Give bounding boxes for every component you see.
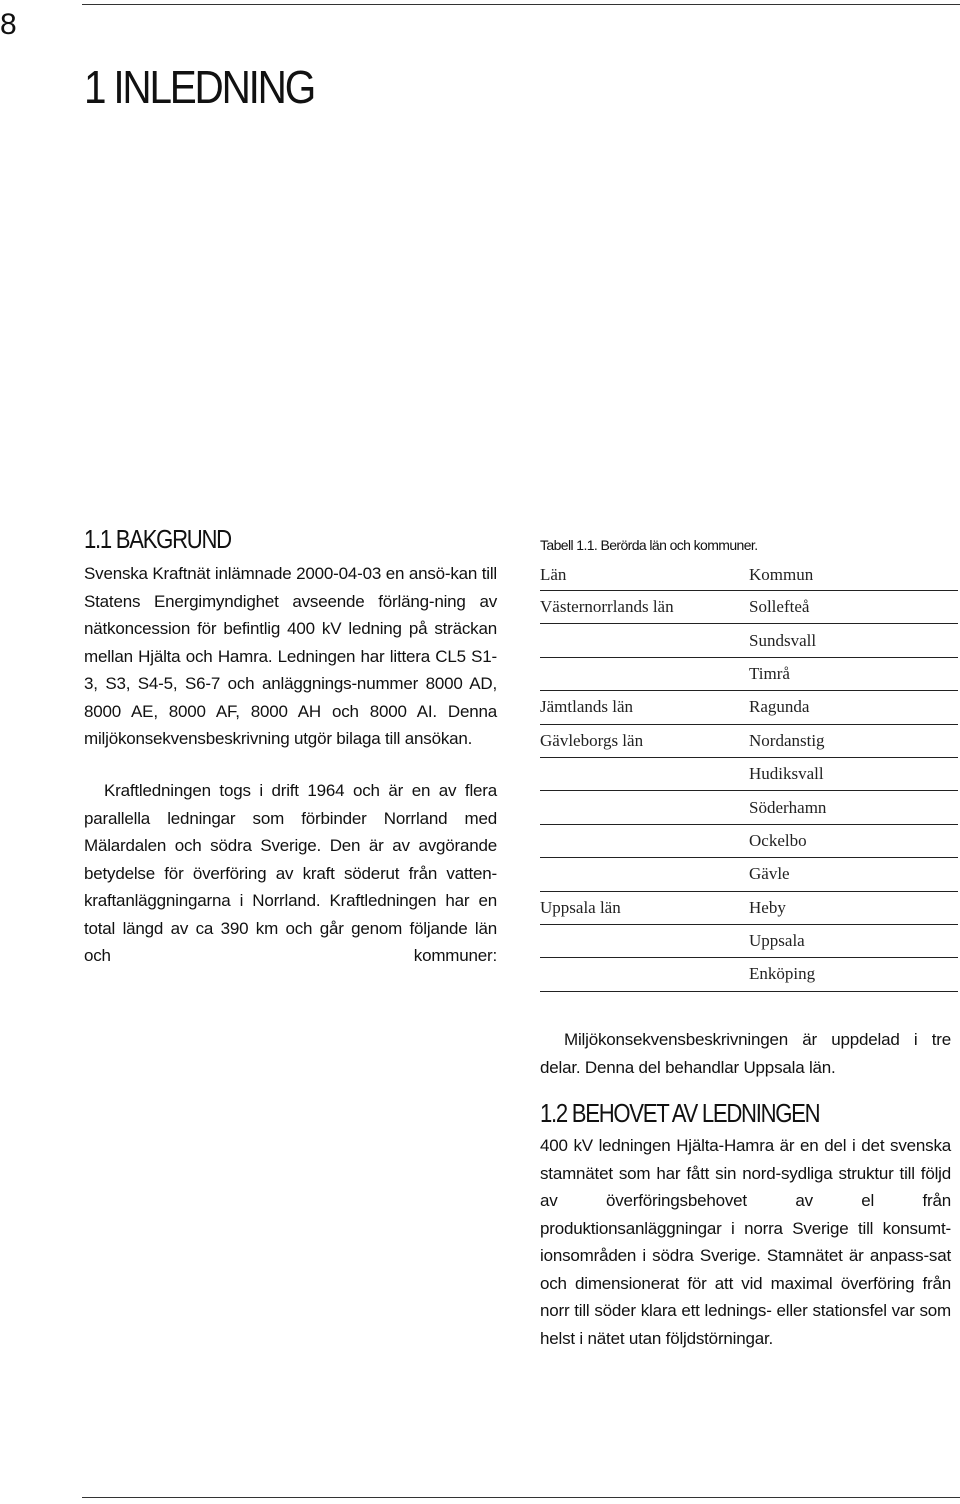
- table-cell-kommun: Sollefteå: [749, 591, 958, 624]
- table-row: [540, 757, 958, 790]
- table-cell-lan: [540, 824, 749, 857]
- table-row: [540, 924, 958, 957]
- chapter-title: 1 INLEDNING: [84, 61, 314, 113]
- table-cell-lan: [540, 757, 749, 790]
- table-cell-lan: [540, 858, 749, 891]
- table-cell-kommun: Nordanstig: [749, 724, 958, 757]
- table-cell-kommun: Enköping: [749, 958, 958, 991]
- table-caption: Tabell 1.1. Berörda län och kommuner.: [540, 537, 758, 553]
- section-heading-behovet: 1.2 BEHOVET AV LEDNINGEN: [540, 1098, 820, 1128]
- table-cell-kommun: Ragunda: [749, 691, 958, 724]
- table-row: [540, 724, 958, 757]
- top-rule: [82, 4, 960, 5]
- table-cell-lan: [540, 958, 749, 991]
- table-cell-lan: Jämtlands län: [540, 691, 749, 724]
- table-cell-lan: [540, 624, 749, 657]
- table-row: [540, 891, 958, 924]
- table-row: [540, 958, 958, 991]
- table-row: [540, 791, 958, 824]
- bottom-rule: [82, 1497, 960, 1498]
- table-row: [540, 824, 958, 857]
- column-header-lan: Län: [540, 560, 749, 591]
- table-cell-kommun: Timrå: [749, 657, 958, 690]
- bakgrund-paragraph-2: Kraftledningen togs i drift 1964 och är en av flera parallella ledningar som förbinder Norrland med Mälardalen och södra Sverige. Den är av avgörande betydelse för överföring av kraft söderut från vatten-kraftanläggningarna i Norrland. Kraftledningen har en total längd av ca 390 km och går genom följande län och kommuner:: [84, 781, 497, 965]
- table-cell-kommun: Heby: [749, 891, 958, 924]
- page-number: 8: [0, 8, 17, 41]
- table-cell-lan: Västernorrlands län: [540, 591, 749, 624]
- table-row: [540, 858, 958, 891]
- table-row: [540, 691, 958, 724]
- table-cell-lan: [540, 791, 749, 824]
- table-cell-kommun: Uppsala: [749, 924, 958, 957]
- table-cell-lan: Uppsala län: [540, 891, 749, 924]
- bakgrund-paragraph-1: Svenska Kraftnät inlämnade 2000-04-03 en ansö-kan till Statens Energimyndighet avseende förläng-ning av nätkoncession för befintlig 400 kV ledning på sträckan mellan Hjälta och Hamra. Ledningen har littera CL5 S1-3, S3, S4-5, S6-7 och anläggnings-nummer 8000 AD, 8000 AE, 8000 AF, 8000 AH och 8000 AI. Denna miljökonsekvensbeskrivning utgör bilaga till ansökan.: [84, 564, 497, 748]
- table-body: [540, 591, 958, 992]
- table-cell-kommun: Ockelbo: [749, 824, 958, 857]
- table-header-row: [540, 560, 958, 591]
- table-cell-kommun: Söderhamn: [749, 791, 958, 824]
- section-heading-bakgrund: 1.1 BAKGRUND: [84, 524, 231, 554]
- column-header-kommun: Kommun: [749, 560, 958, 591]
- table-cell-kommun: Hudiksvall: [749, 757, 958, 790]
- table-row: [540, 624, 958, 657]
- table-row: [540, 657, 958, 690]
- table-cell-lan: [540, 924, 749, 957]
- behovet-paragraph: 400 kV ledningen Hjälta-Hamra är en del i det svenska stamnätet som har fått sin nord-sydliga struktur till följd av överföringsbehovet av el från produktionsanläggningar i norra Sverige till konsumt-ionsområden i södra Sverige. Stamnätet är anpass-sat och dimensionerat för att vid maximal överföring från norr till söder klara ett lednings- eller stationsfel var som helst i nätet utan följdstörningar.: [540, 1136, 951, 1348]
- table-row: [540, 591, 958, 624]
- lan-kommun-table: [540, 560, 958, 992]
- table-cell-kommun: Gävle: [749, 858, 958, 891]
- table-cell-kommun: Sundsvall: [749, 624, 958, 657]
- table-cell-lan: Gävleborgs län: [540, 724, 749, 757]
- table-followup-paragraph: Miljökonsekvensbeskrivningen är uppdelad i tre delar. Denna del behandlar Uppsala län.: [540, 1030, 951, 1077]
- table-cell-lan: [540, 657, 749, 690]
